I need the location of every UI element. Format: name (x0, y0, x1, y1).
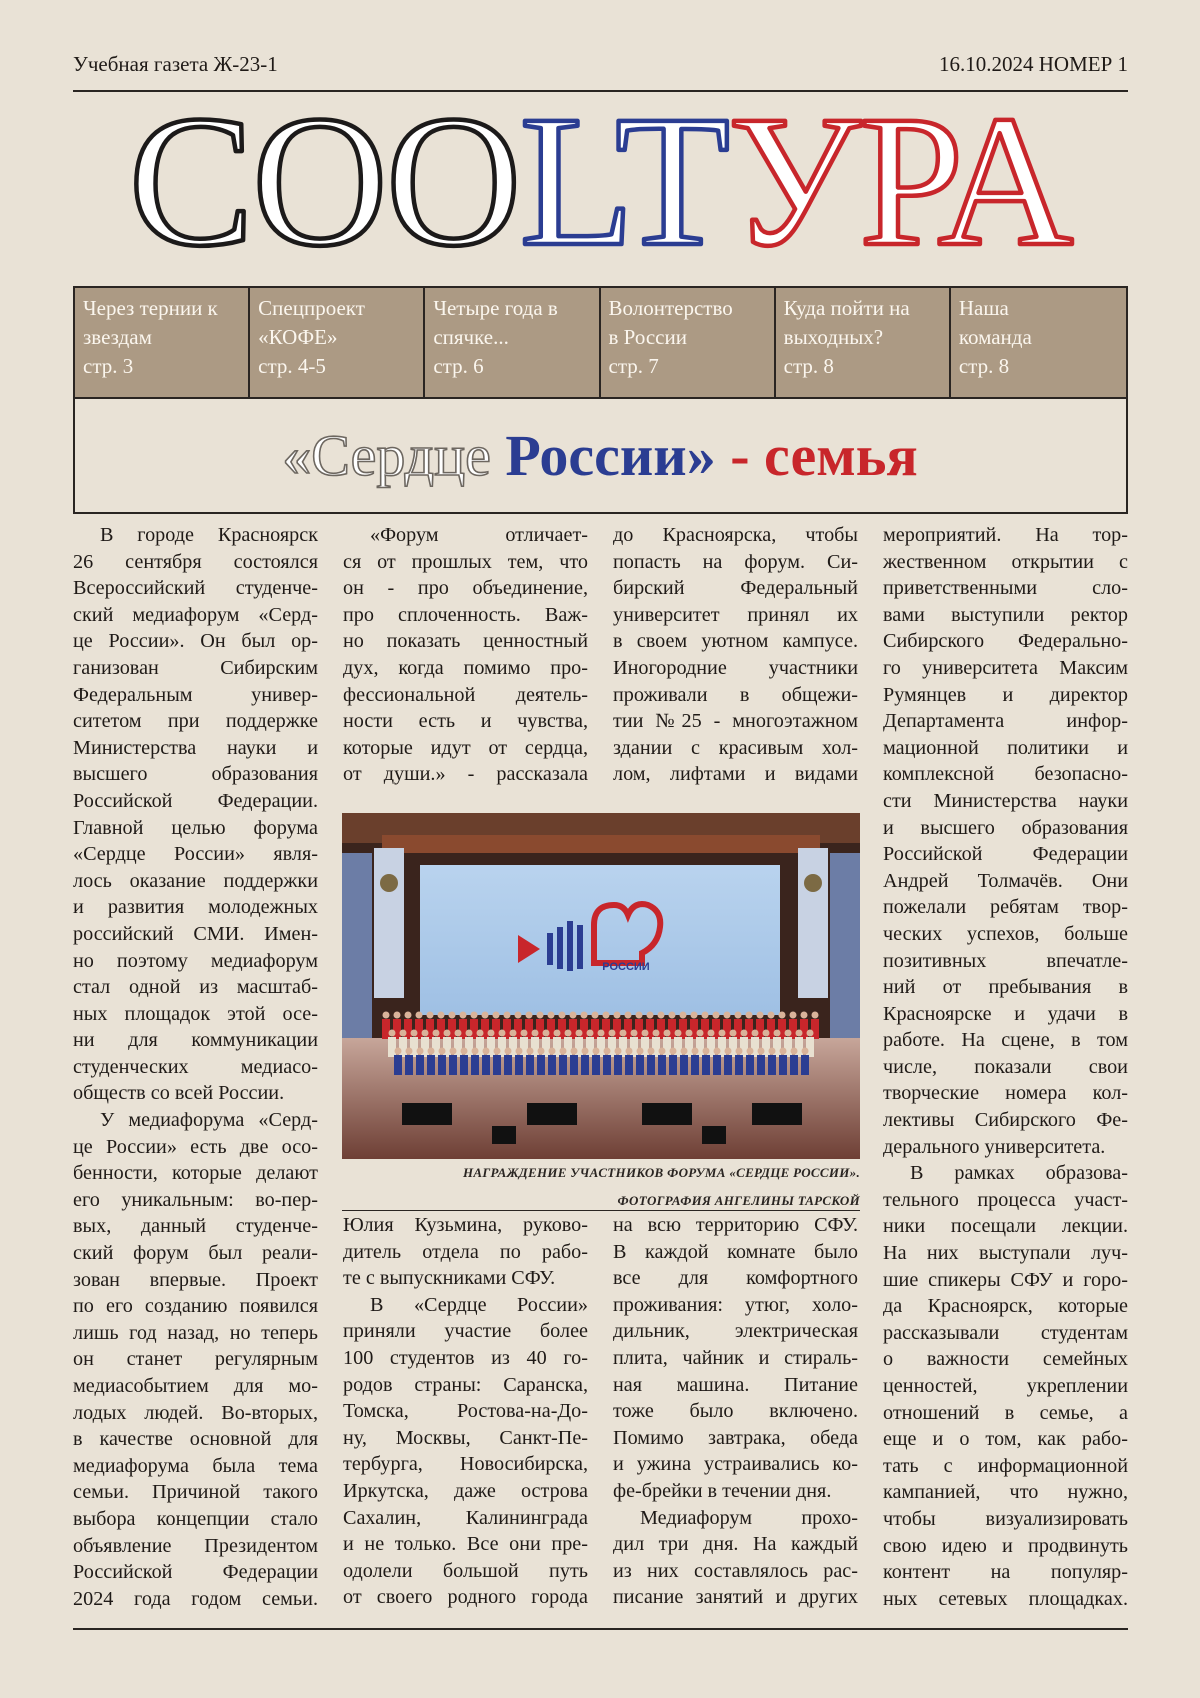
article-line: отношений в семье, а (883, 1401, 1128, 1424)
article-line: Сахалин, Калининграда (343, 1506, 588, 1529)
article-column-3-top (613, 522, 858, 788)
article-line: ский медиафорум «Серд- (73, 603, 318, 626)
photo-credit: ФОТОГРАФИЯ АНГЕЛИНЫ ТАРСКОЙ (617, 1193, 860, 1208)
article-line: лишь год назад, но теперь (73, 1321, 318, 1344)
article-line: В рамках образова- (910, 1162, 1128, 1185)
article-line: от души.» - рассказала (343, 763, 588, 786)
masthead-logo (73, 96, 1128, 266)
article-line: дитель отдела по рабо- (343, 1240, 588, 1263)
article-line: фессиональной деятель- (343, 683, 588, 706)
article-line: Иногородние участники (613, 656, 858, 679)
article-line: Андрей Толмачёв. Они (883, 869, 1128, 892)
article-line: «Сердце России» явля- (73, 843, 318, 866)
article-line: Юлия Кузьмина, руково- (343, 1214, 588, 1236)
article-line: российский СМИ. Имен- (73, 922, 318, 945)
article-line: У медиафорума «Серд- (100, 1109, 318, 1132)
article-line: о важности семейных (883, 1348, 1128, 1371)
article-line: В каждой комнате было (613, 1240, 858, 1263)
article-line: медиасобытием для мо- (73, 1375, 318, 1397)
toc-title-line: «КОФЕ» (258, 325, 338, 349)
toc-title-line: Куда пойти на (783, 296, 910, 320)
caption-rule (342, 1210, 860, 1211)
toc-title-line: команда (958, 325, 1032, 349)
article-line: по его созданию появился (73, 1295, 318, 1318)
article-line: фе-брейки в течении дня. (613, 1479, 832, 1502)
article-line: ну, Москвы, Санкт-Пе- (343, 1426, 588, 1449)
publication-name: Учебная газета Ж-23-1 (73, 52, 278, 76)
article-line: медиафорума была тема (73, 1454, 318, 1477)
article-line: и ужина устраивались ко- (613, 1453, 858, 1476)
article-line: ценностей, укреплении (883, 1375, 1128, 1397)
article-line: мероприятий. На тор- (883, 524, 1128, 546)
article-line: в качестве основной для (73, 1428, 318, 1451)
article-line: и не только. Все они пре- (343, 1533, 588, 1556)
award-ceremony-photo (342, 813, 860, 1159)
article-line: ситетом при поддержке (73, 710, 318, 733)
photo-caption: НАГРАЖДЕНИЕ УЧАСТНИКОВ ФОРУМА «СЕРДЦЕ РОССИИ». (462, 1165, 860, 1180)
article-line: дерального университета. (883, 1135, 1106, 1158)
article-line: до Красноярска, чтобы (613, 524, 858, 546)
article-line: числе, показали свои (883, 1055, 1128, 1078)
article-line: це России» есть две осо- (73, 1135, 318, 1158)
svg-text:COOLTУРА (129, 96, 1073, 266)
toc-title-line: звездам (83, 325, 152, 349)
article-line: ганизован Сибирским (73, 656, 318, 679)
masthead-part-red: УРА (727, 96, 1072, 266)
article-line: родов страны: Саранска, (343, 1373, 588, 1396)
article-line: В «Сердце России» (370, 1293, 588, 1316)
article-line: лом, лифтами и видами (613, 763, 858, 786)
main-headline (73, 399, 1128, 514)
article-line: тать с информационной (883, 1454, 1128, 1477)
toc-item (601, 288, 776, 397)
article-line: все для комфортного (613, 1267, 858, 1290)
toc-page-number: стр. 8 (958, 354, 1010, 378)
article-line: бенности, которые делают (73, 1162, 318, 1185)
article-line: и высшего образования (883, 816, 1128, 839)
article-line: ся от прошлых тем, что (343, 550, 588, 573)
article-line: ческих успехов, больше (883, 922, 1128, 945)
article-line: Всероссийский студенче- (73, 577, 318, 600)
article-line: позитивных впечатле- (883, 949, 1128, 972)
article-line: он - про объединение, (343, 577, 588, 600)
article-line: Федеральным универ- (73, 683, 318, 706)
article-line: и развития молодежных (73, 896, 318, 919)
article-line: комплексной безопасно- (883, 763, 1128, 786)
article-line: пожелали ребятам твор- (883, 896, 1128, 919)
article-line: вых, данный студенче- (73, 1215, 318, 1238)
article-line: ни для коммуникации (73, 1029, 318, 1052)
article-line: Иркутска, даже острова (343, 1479, 588, 1502)
article-line: ний от пребывания в (883, 976, 1128, 999)
article-line: проживания: утюг, холо- (613, 1293, 858, 1316)
article-line: проживали в общежи- (613, 683, 858, 706)
article-line: вами выступили ректор (883, 603, 1128, 626)
toc-title-line: в России (608, 325, 687, 349)
article-column-4 (883, 522, 1128, 1612)
article-line: приветственными сло- (883, 577, 1128, 600)
article-line: семьи. Причиной такого (73, 1481, 318, 1504)
toc-title-line: выходных? (783, 325, 884, 349)
toc-title-line: спячке... (433, 325, 509, 349)
header-rule (73, 90, 1128, 92)
article-line: писание занятий и других (613, 1586, 858, 1609)
newspaper-header (73, 50, 1128, 78)
article-line: 26 сентября состоялся (73, 550, 318, 573)
footer-rule (73, 1628, 1128, 1630)
article-line: зован впервые. Проект (73, 1268, 318, 1291)
toc-item (75, 288, 250, 397)
article-line: Министерства науки и (73, 736, 318, 759)
article-line: Российской Федерации (883, 843, 1128, 866)
toc-item (425, 288, 600, 397)
article-line: из них составлялось рас- (613, 1559, 858, 1582)
article-line: плита, чайник и стираль- (613, 1346, 858, 1369)
article-line: про сплоченность. Важ- (343, 603, 588, 626)
article-line: лодых людей. Во-вторых, (73, 1401, 318, 1424)
article-line: попасть на форум. Си- (613, 550, 858, 573)
article-line: кампанией, что нужно, (883, 1481, 1128, 1504)
article-line: сти Министерства науки (883, 789, 1128, 812)
headline-part-blue: России» (505, 423, 716, 488)
article-line: бирский Федеральный (613, 577, 858, 600)
toc-page-number: стр. 3 (83, 354, 134, 378)
article-line: но поэтому медиафорум (73, 949, 318, 972)
article-line: тербурга, Новосибирска, (343, 1453, 588, 1476)
article-line: он станет регулярным (73, 1348, 318, 1371)
article-column-2-bottom (343, 1212, 588, 1611)
article-line: ский форум был реали- (73, 1242, 318, 1265)
masthead-part-blue: LT (519, 96, 728, 266)
article-line: Томска, Ростова-на-До- (343, 1400, 588, 1423)
article-line: работе. На сцене, в том (883, 1029, 1128, 1052)
toc-page-number: стр. 6 (433, 354, 484, 378)
article-line: Красноярске и удачи в (883, 1002, 1128, 1025)
article-line: шие спикеры СФУ и горо- (883, 1268, 1128, 1291)
article-line: тоже было включено. (613, 1400, 858, 1423)
article-line: объявление Президентом (73, 1534, 318, 1557)
article-line: на всю территорию СФУ. (613, 1214, 858, 1236)
article-line: дильник, электрическая (613, 1320, 858, 1343)
article-line: ных сетевых площадках. (883, 1587, 1128, 1610)
article-line: от своего родного города (343, 1586, 588, 1609)
svg-text:«Сердце России» - семья (282, 423, 918, 488)
article-line: творческие номера кол- (883, 1082, 1128, 1105)
article-line: ники посещали лекции. (883, 1215, 1128, 1238)
article-line: дух, когда помимо про- (343, 656, 588, 679)
article-line: те с выпускниками СФУ. (343, 1267, 556, 1290)
article-line: мационной политики и (883, 736, 1128, 759)
article-line: В городе Красноярск (100, 524, 318, 546)
article-line: приняли участие более (343, 1320, 588, 1343)
article-line: тельного процесса участ- (883, 1188, 1128, 1211)
article-line: «Форум отличает- (370, 524, 588, 546)
article-line: На них выступали луч- (883, 1242, 1128, 1265)
article-column-3-bottom (613, 1212, 858, 1611)
article-line: высшего образования (73, 763, 318, 786)
article-line: го университета Максим (883, 656, 1128, 679)
article-line: контент на популяр- (883, 1561, 1128, 1584)
article-line: Главной целью форума (73, 816, 318, 839)
headline-part-red: - семья (715, 423, 918, 488)
toc-item (776, 288, 951, 397)
article-column-2-top (343, 522, 588, 788)
toc-page-number: стр. 4-5 (258, 354, 326, 378)
article-line: его уникальным: во-пер- (73, 1188, 318, 1211)
article-line: 100 студентов из 40 го- (343, 1346, 588, 1369)
masthead-part-white: COO (128, 96, 520, 266)
article-line: Департамента инфор- (883, 710, 1128, 733)
toc-page-number: стр. 7 (608, 354, 659, 378)
toc-title-line: Спецпроект (258, 296, 365, 320)
toc-title-line: Четыре года в (433, 296, 558, 320)
screen-logo-text: РОССИИ (602, 961, 650, 973)
article-line: Румянцев и директор (883, 683, 1128, 706)
article-line: которые идут от сердца, (343, 736, 588, 759)
article-line: Сибирского Федерально- (883, 630, 1128, 653)
article-line: 2024 года годом семьи. (73, 1587, 318, 1610)
article-line: Помимо завтрака, обеда (613, 1426, 858, 1449)
article-line: лективы Сибирского Фе- (883, 1109, 1128, 1132)
article-line: Российской Федерации (73, 1561, 318, 1584)
article-line: Медиафорум прохо- (640, 1506, 858, 1529)
toc-item (951, 288, 1126, 397)
article-line: рассказывали студентам (883, 1321, 1128, 1344)
article-line: дил три дня. На каждый (613, 1533, 858, 1556)
article-line: ная машина. Питание (613, 1373, 858, 1396)
toc-title-line: Наша (958, 296, 1009, 320)
article-line: студенческих медиасо- (73, 1055, 318, 1078)
article-line: выбора концепции стало (73, 1507, 318, 1530)
article-line: в своем уютном кампусе. (613, 630, 858, 653)
toc-page-number: стр. 8 (783, 354, 834, 378)
article-column-1 (73, 522, 318, 1612)
article-line: Российской Федерации. (73, 789, 318, 812)
article-line: университет принял их (613, 603, 858, 626)
article-line: здании с красивым хол- (613, 736, 858, 759)
toc-title-line: Волонтерство (608, 296, 733, 320)
issue-date-number: 16.10.2024 НОМЕР 1 (938, 52, 1128, 76)
article-line: ных площадок этой осе- (73, 1002, 318, 1025)
article-line: ности есть и чувства, (343, 710, 588, 733)
article-line: лось оказание поддержки (73, 869, 318, 892)
article-line: одолели большой путь (343, 1559, 588, 1582)
headline-part-white: «Сердце (282, 423, 506, 488)
article-line: тии №25 - многоэтажном (613, 710, 858, 733)
article-line: свою идею и продвинуть (883, 1534, 1128, 1557)
article-line: чтобы визуализировать (883, 1507, 1128, 1530)
toc-item (250, 288, 425, 397)
article-line: жественном открытии с (883, 550, 1128, 573)
toc-title-line: Через тернии к (83, 296, 218, 320)
article-line: це России». Он был ор- (73, 630, 318, 653)
table-of-contents (73, 286, 1128, 399)
article-line: стал одной из масштаб- (73, 976, 318, 999)
article-line: еще и о том, как рабо- (883, 1428, 1128, 1451)
article-line: но показать ценностный (343, 630, 588, 653)
article-line: да Красноярск, которые (883, 1295, 1128, 1318)
article-line: обществ со всей России. (73, 1082, 285, 1105)
